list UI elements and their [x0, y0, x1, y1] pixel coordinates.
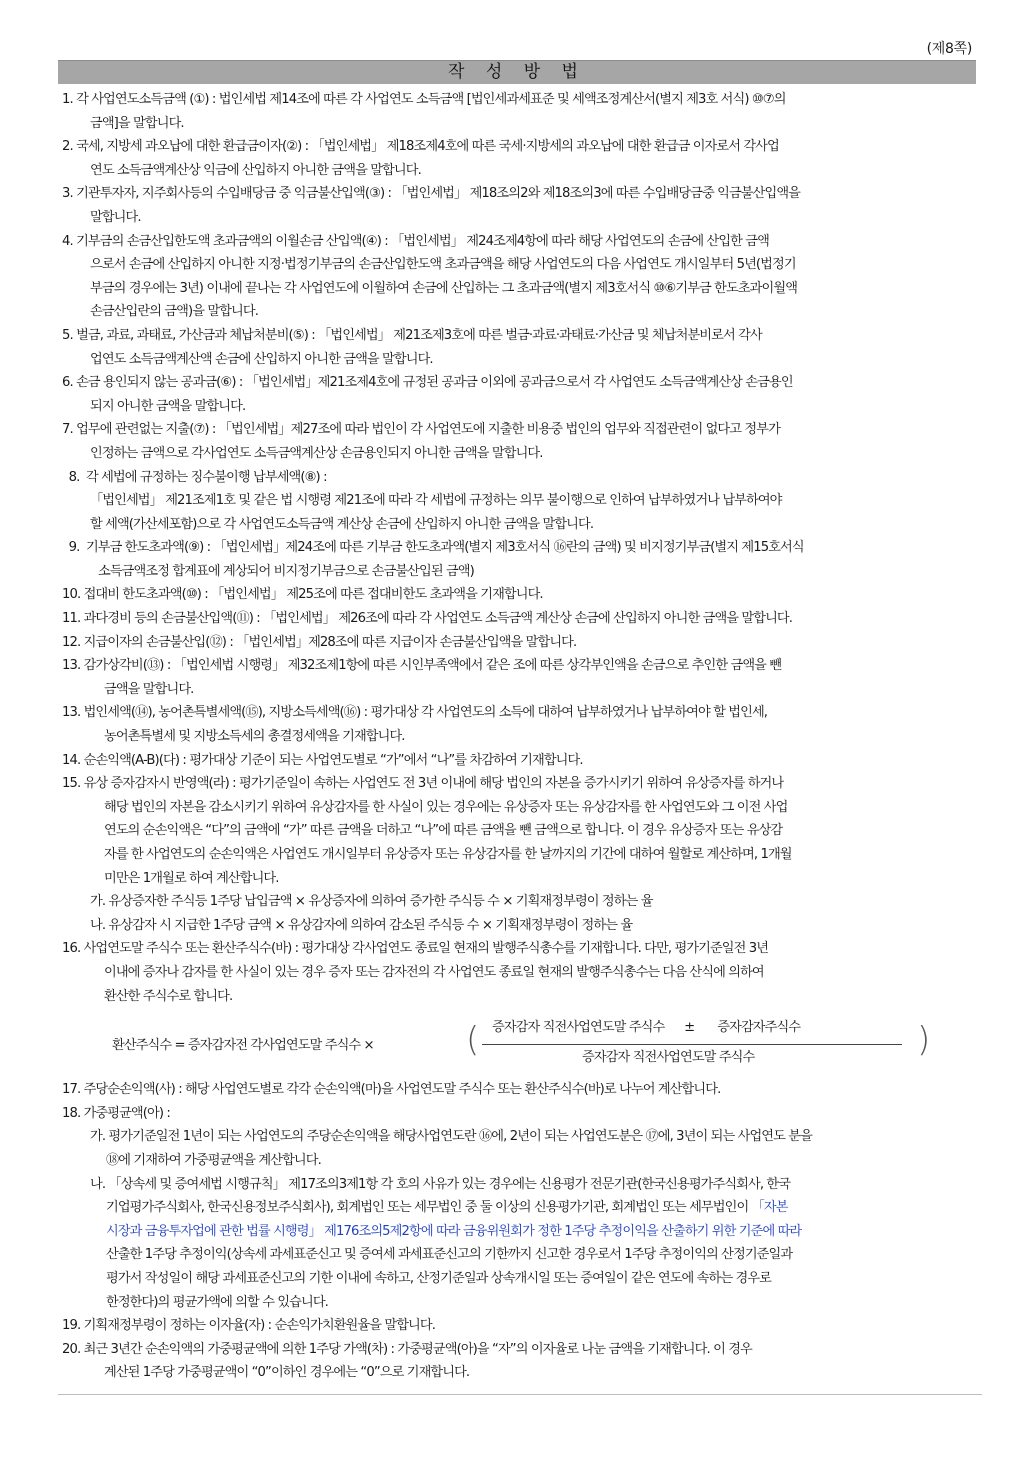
list-item	[62, 1338, 982, 1385]
section-title: 작 성 방 법	[58, 60, 976, 84]
item-10-line-1: 10. 접대비 한도초과액(⑩) : 「법인세법」 제25조에 따른 접대비한도 초과액을 기재합니다.	[62, 587, 543, 603]
list-item	[62, 182, 982, 229]
page-number: (제8쪽)	[926, 41, 972, 57]
formula-lhs: 환산주식수 = 증자감자전 각사업연도말 주식수 ×	[112, 1038, 374, 1054]
item-4-line-3: 부금의 경우에는 3년) 이내에 끝나는 각 사업연도에 이월하여 손금에 산입하는 그 초과금액(별지 제3호서식 ⑩⑥기부금 한도초과이월액	[90, 280, 798, 296]
item-3-line-2: 말합니다.	[90, 209, 141, 225]
list-item	[62, 1173, 982, 1315]
list-item	[62, 88, 982, 135]
conversion-formula	[62, 1014, 982, 1074]
item-18-sub-ga-line-2: ⑱에 기재하여 가중평균액을 계산합니다.	[106, 1152, 321, 1168]
item-19-line-1: 19. 기획재정부령이 정하는 이자율(자) : 순손익가치환원율을 말합니다.	[62, 1318, 436, 1334]
item-18-sub-na-line-6: 한정한다)의 평균가액에 의할 수 있습니다.	[106, 1294, 328, 1310]
item-12-line-1: 12. 지급이자의 손금불산입(⑫) : 「법인세법」제28조에 따른 지급이자 손금불산입액을 말합니다.	[62, 634, 577, 650]
formula-fraction-bar	[482, 1044, 902, 1045]
item-15-line-4: 자를 한 사업연도의 순손익액은 사업연도 개시일부터 유상증자 또는 유상감자를 한 날까지의 기간에 대하여 월할로 계산하며, 1개월	[104, 847, 792, 862]
list-item	[62, 1125, 982, 1172]
item-6-line-1: 6. 손금 용인되지 않는 공과금(⑥) : 「법인세법」제21조제4호에 규정된 공과금 이외에 공과금으로서 각 사업연도 소득금액계산상 손금용인	[62, 375, 793, 391]
list-item	[62, 583, 982, 607]
list-item	[62, 654, 982, 701]
item-7-line-2: 인정하는 금액으로 각사업연도 소득금액계산상 손금용인되지 아니한 금액을 말합니다.	[90, 445, 543, 461]
bottom-divider	[58, 1394, 982, 1395]
item-8-line-1: 8. 각 세법에 규정하는 징수불이행 납부세액(⑧) :	[62, 469, 327, 485]
item-13-line-2: 금액을 말합니다.	[104, 681, 194, 697]
item-15-line-5: 미만은 1개월로 하여 계산합니다.	[104, 870, 279, 886]
item-1-line-2: 금액]을 말합니다.	[90, 115, 184, 131]
item-9-line-1: 9. 기부금 한도초과액(⑨) : 「법인세법」제24조에 따른 기부금 한도초과액(별지 제3호서식 ⑯란의 금액) 및 비지정기부금(별지 제15호서식	[62, 540, 804, 556]
item-15-line-3: 연도의 순손익액은 “다”의 금액에 “가” 따른 금액을 더하고 “나”에 따른 금액을 뺀 금액으로 합니다. 이 경우 유상증자 또는 유상감	[104, 823, 783, 839]
formula-paren-right: )	[917, 1020, 930, 1061]
formula-numerator: 증자감자 직전사업연도말 주식수 ± 증자감자주식수	[492, 1020, 801, 1036]
list-item	[62, 324, 982, 371]
item-16-line-3: 환산한 주식수로 합니다.	[104, 988, 233, 1004]
list-item	[62, 1078, 982, 1102]
list-item	[62, 607, 982, 631]
list-item	[62, 749, 982, 773]
formula-denominator: 증자감자 직전사업연도말 주식수	[582, 1050, 755, 1066]
item-18-line-1: 18. 가중평균액(아) :	[62, 1105, 170, 1121]
item-16-line-2: 이내에 증자나 감자를 한 사실이 있는 경우 증자 또는 감자전의 각 사업연도 종료일 현재의 발행주식총수는 다음 산식에 의하여	[104, 964, 764, 980]
item-8-line-2: 「법인세법」 제21조제1호 및 같은 법 시행령 제21조에 따라 각 세법에 규정하는 의무 불이행으로 인하여 납부하였거나 납부하여야	[90, 493, 782, 509]
item-3-line-1: 3. 기관투자자, 지주회사등의 수입배당금 중 익금불산입액(③) : 「법인세법」 제18조의2와 제18조의3에 따른 수입배당금중 익금불산입액을	[62, 186, 801, 202]
list-item	[62, 371, 982, 418]
list-item	[62, 466, 982, 537]
item-13b-line-2: 농어촌특별세 및 지방소득세의 총결정세액을 기재합니다.	[104, 729, 405, 745]
item-2-line-2: 연도 소득금액계산상 익금에 산입하지 아니한 금액을 말합니다.	[90, 162, 421, 178]
item-9-line-2: 소득금액조정 합계표에 계상되어 비지정기부금으로 손금불산입된 금액)	[98, 563, 474, 579]
item-2-line-1: 2. 국세, 지방세 과오납에 대한 환급금이자(②) : 「법인세법」 제18조제4호에 따른 국세·지방세의 과오납에 대한 환급금 이자로서 각사업	[62, 139, 779, 155]
item-7-line-1: 7. 업무에 관련없는 지출(⑦) : 「법인세법」제27조에 따라 법인이 각 사업연도에 지출한 비용중 법인의 업무와 직접관련이 없다고 정부가	[62, 422, 780, 438]
item-13-line-1: 13. 감가상각비(⑬) : 「법인세법 시행령」 제32조제1항에 따른 시인부족액에서 같은 조에 따른 상각부인액을 손금으로 추인한 금액을 뺀	[62, 658, 782, 674]
instructions-body	[62, 88, 982, 1385]
list-item	[62, 890, 982, 914]
item-4-line-2: 으로서 손금에 산입하지 아니한 지정·법정기부금의 손금산입한도액 초과금액을 해당 사업연도의 다음 사업연도 개시일부터 5년(법정기	[90, 257, 796, 273]
item-13b-line-1: 13. 법인세액(⑭), 농어촌특별세액(⑮), 지방소득세액(⑯) : 평가대상 각 사업연도의 소득에 대하여 납부하였거나 납부하여야 할 법인세,	[62, 705, 768, 721]
item-6-line-2: 되지 아니한 금액을 말합니다.	[90, 398, 246, 414]
law-reference-link-start[interactable]: 「자본	[751, 1200, 788, 1216]
item-15-line-1: 15. 유상 증자감자시 반영액(라) : 평가기준일이 속하는 사업연도 전 3년 이내에 해당 법인의 자본을 증가시키기 위하여 유상증자를 하거나	[62, 776, 784, 792]
item-4-line-1: 4. 기부금의 손금산입한도액 초과금액의 이월손금 산입액(④) : 「법인세법」 제24조제4항에 따라 해당 사업연도의 손금에 산입한 금액	[62, 233, 769, 249]
item-18-sub-na-line-4: 산출한 1주당 추정이익(상속세 과세표준신고 및 증여세 과세표준신고의 기한까지 신고한 경우로서 1주당 추정이익의 산정기준일과	[106, 1247, 793, 1263]
list-item	[62, 937, 982, 1008]
item-20-line-2: 계산된 1주당 가중평균액이 “0”이하인 경우에는 “0”으로 기재합니다.	[104, 1365, 470, 1381]
list-item	[62, 1102, 982, 1126]
item-18-sub-na-line-1: 나. 「상속세 및 증여세법 시행규칙」 제17조의3제1항 각 호의 사유가 있는 경우에는 신용평가 전문기관(한국신용평가주식회사, 한국	[90, 1176, 791, 1192]
item-18-sub-na-line-3[interactable]: 시장과 금융투자업에 관한 법률 시행령」 제176조의5제2항에 따라 금융위원회가 정한 1주당 추정이익을 산출하기 위한 기준에 따라	[106, 1223, 802, 1239]
item-4-line-4: 손금산입란의 금액)을 말합니다.	[90, 304, 259, 320]
item-11-line-1: 11. 과다경비 등의 손금불산입액(⑪) : 「법인세법」 제26조에 따라 각 사업연도 소득금액 계산상 손금에 산입하지 아니한 금액을 말합니다.	[62, 611, 793, 627]
list-item	[62, 772, 982, 890]
item-15-line-2: 해당 법인의 자본을 감소시키기 위하여 유상감자를 한 사실이 있는 경우에는 유상증자 또는 유상감자를 한 사업연도와 그 이전 사업	[104, 799, 788, 815]
item-18-sub-na-line-5: 평가서 작성일이 해당 과세표준신고의 기한 이내에 속하고, 산정기준일과 상속개시일 또는 증여일이 같은 연도에 속하는 경우로	[106, 1270, 772, 1286]
list-item	[62, 631, 982, 655]
list-item	[62, 418, 982, 465]
item-18-sub-na-line-2	[62, 1196, 982, 1220]
item-15-sub-ga: 가. 유상증자한 주식등 1주당 납입금액 × 유상증자에 의하여 증가한 주식등 수 × 기획재정부령이 정하는 율	[90, 894, 653, 910]
item-18-sub-ga-line-1: 가. 평가기준일전 1년이 되는 사업연도의 주당순손익액을 해당사업연도란 ⑯에, 2년이 되는 사업연도분은 ⑰에, 3년이 되는 사업연도 분을	[90, 1129, 812, 1145]
item-8-line-3: 할 세액(가산세포함)으로 각 사업연도소득금액 계산상 손금에 산입하지 아니한 금액을 말합니다.	[90, 516, 594, 532]
list-item	[62, 1314, 982, 1338]
item-17-line-1: 17. 주당순손익액(사) : 해당 사업연도별로 각각 순손익액(마)을 사업연도말 주식수 또는 환산주식수(바)로 나누어 계산합니다.	[62, 1082, 721, 1098]
formula-paren-left: (	[466, 1020, 479, 1061]
list-item	[62, 536, 982, 583]
item-5-line-1: 5. 벌금, 과료, 과태료, 가산금과 체납처분비(⑤) : 「법인세법」 제21조제3호에 따른 벌금·과료·과태료·가산금 및 체납처분비로서 각사	[62, 327, 762, 343]
list-item	[62, 230, 982, 324]
list-item	[62, 135, 982, 182]
item-5-line-2: 업연도 소득금액계산액 손금에 산입하지 아니한 금액을 말합니다.	[90, 351, 433, 367]
item-18-sub-na-line-2-text: 기업평가주식회사, 한국신용정보주식회사), 회계법인 또는 세무법인 중 둘 이상의 신용평가기관, 회계법인 또는 세무법인이	[106, 1200, 749, 1216]
item-14-line-1: 14. 순손익액(A-B)(다) : 평가대상 기준이 되는 사업연도별로 “가”에서 “나”를 차감하여 기재합니다.	[62, 752, 583, 768]
item-20-line-1: 20. 최근 3년간 순손익액의 가중평균액에 의한 1주당 가액(차) : 가중평균액(아)을 “자”의 이자율로 나눈 금액을 기재합니다. 이 경우	[62, 1341, 752, 1357]
list-item	[62, 701, 982, 748]
item-1-line-1: 1. 각 사업연도소득금액 (①) : 법인세법 제14조에 따른 각 사업연도 소득금액 [법인세과세표준 및 세액조정계산서(별지 제3호 서식) ⑩⑦의	[62, 92, 786, 107]
item-16-line-1: 16. 사업연도말 주식수 또는 환산주식수(바) : 평가대상 각사업연도 종료일 현재의 발행주식총수를 기재합니다. 다만, 평가기준일전 3년	[62, 941, 769, 957]
item-15-sub-na: 나. 유상감자 시 지급한 1주당 금액 × 유상감자에 의하여 감소된 주식등 수 × 기획재정부령이 정하는 율	[90, 917, 633, 933]
list-item	[62, 914, 982, 938]
